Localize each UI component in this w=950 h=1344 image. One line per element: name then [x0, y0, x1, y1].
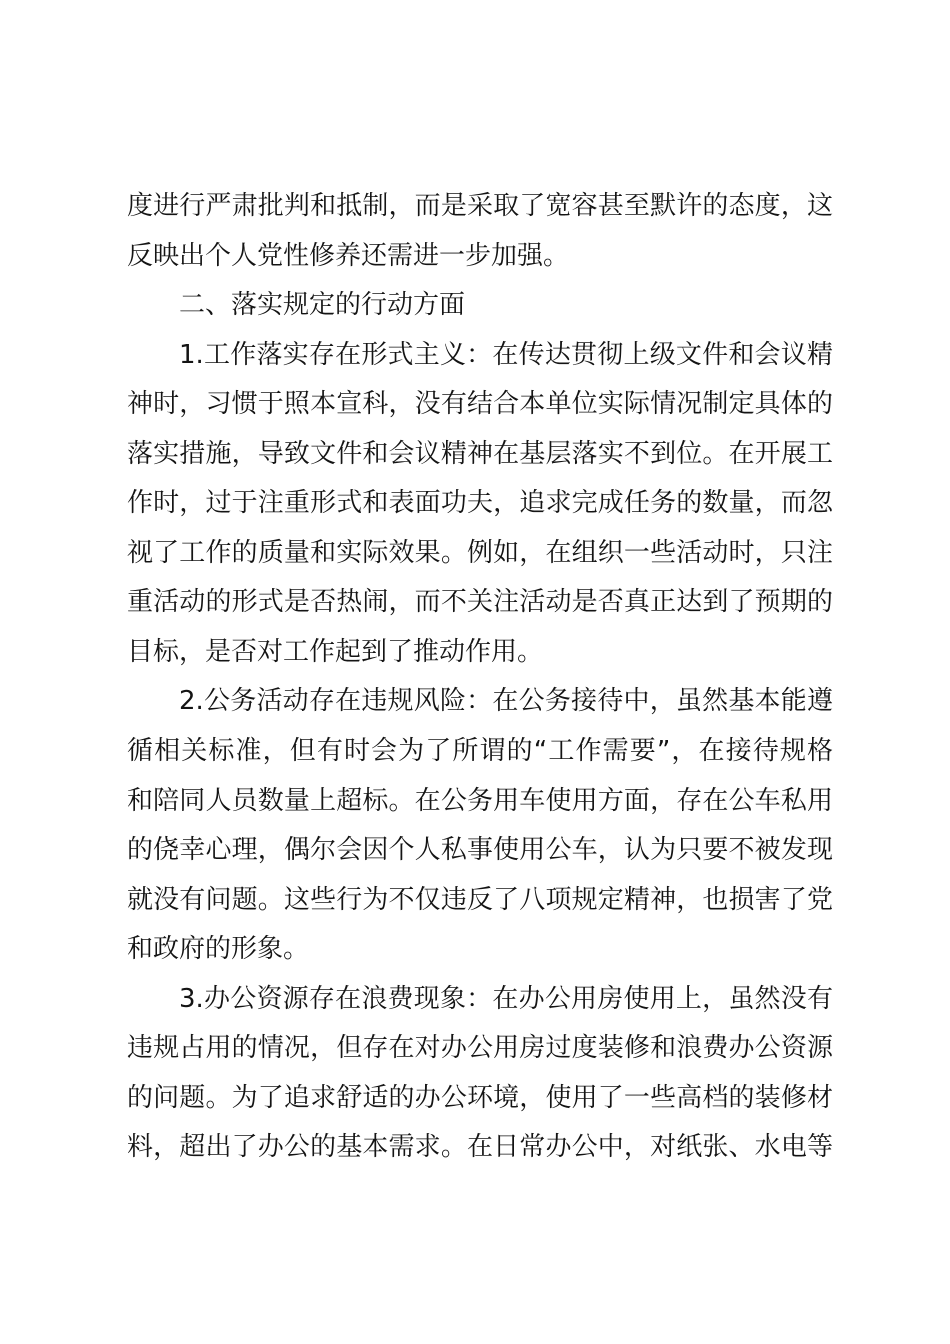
- text-line: 的侥幸心理，偶尔会因个人私事使用公车，认为只要不被发现: [127, 835, 833, 866]
- body-text: [127, 182, 833, 1173]
- text-line: 料，超出了办公的基本需求。在日常办公中，对纸张、水电等: [127, 1132, 833, 1163]
- text-line: 2.公务活动存在违规风险：在公务接待中，虽然基本能遵: [179, 686, 833, 717]
- text-line: 重活动的形式是否热闹，而不关注活动是否真正达到了预期的: [127, 587, 833, 618]
- text-line: 落实措施，导致文件和会议精神在基层落实不到位。在开展工: [127, 438, 833, 469]
- text-line: 作时，过于注重形式和表面功夫，追求完成任务的数量，而忽: [127, 488, 833, 519]
- section-heading: 二、落实规定的行动方面: [179, 290, 466, 321]
- text-line: 1.工作落实存在形式主义：在传达贯彻上级文件和会议精: [179, 339, 833, 370]
- text-line: 神时，习惯于照本宣科，没有结合本单位实际情况制定具体的: [127, 389, 833, 420]
- text-line: 循相关标准，但有时会为了所谓的“工作需要”，在接待规格: [127, 736, 833, 767]
- text-line: 就没有问题。这些行为不仅违反了八项规定精神，也损害了党: [127, 884, 833, 915]
- text-line: 违规占用的情况，但存在对办公用房过度装修和浪费办公资源: [127, 1033, 833, 1064]
- text-line: 度进行严肃批判和抵制，而是采取了宽容甚至默许的态度，这: [127, 191, 833, 221]
- text-line: 和陪同人员数量上超标。在公务用车使用方面，存在公车私用: [127, 785, 833, 816]
- text-line: 3.办公资源存在浪费现象：在办公用房使用上，虽然没有: [179, 983, 833, 1014]
- text-line: 和政府的形象。: [127, 934, 310, 965]
- text-line: 视了工作的质量和实际效果。例如，在组织一些活动时，只注: [127, 537, 833, 568]
- text-line: 的问题。为了追求舒适的办公环境，使用了一些高档的装修材: [127, 1082, 833, 1113]
- text-line: 目标，是否对工作起到了推动作用。: [127, 636, 544, 667]
- text-line: 反映出个人党性修养还需进一步加强。: [127, 240, 570, 271]
